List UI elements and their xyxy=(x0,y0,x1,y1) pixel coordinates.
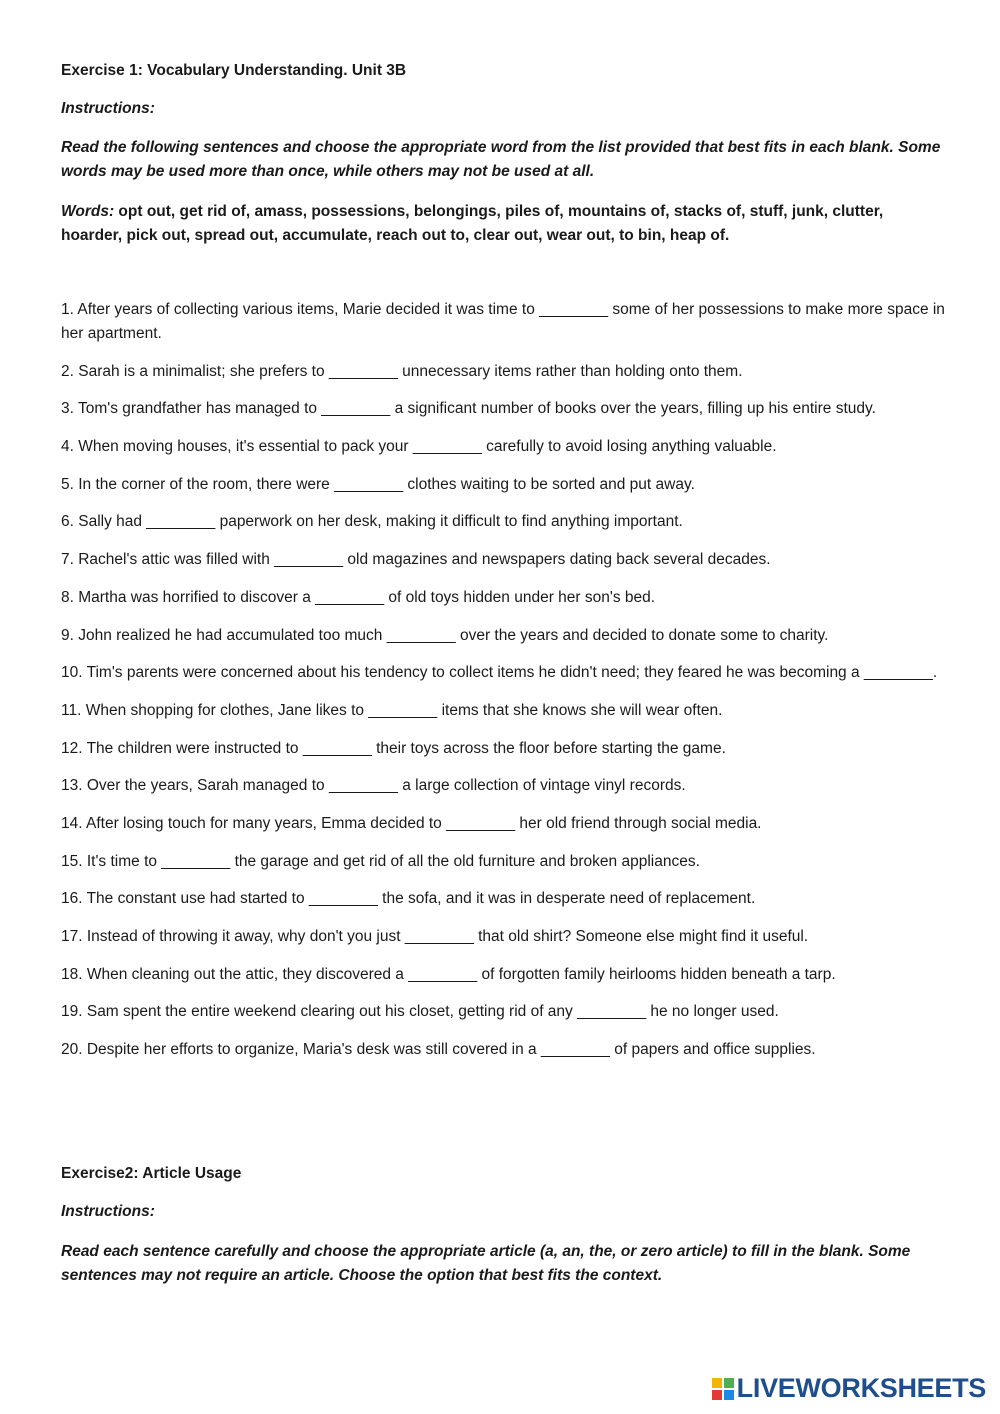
exercise1-instructions-label: Instructions: xyxy=(61,100,155,117)
question-2: 2. Sarah is a minimalist; she prefers to ________ unnecessary items rather than holding onto them. xyxy=(61,362,743,380)
question-13: 13. Over the years, Sarah managed to ________ a large collection of vintage vinyl records. xyxy=(61,777,686,795)
exercise1-instructions-text: Read the following sentences and choose the appropriate word from the list provided that best fits in each blank. Some words may be used more than once, while others may not be used at all. xyxy=(61,139,941,180)
question-16: 16. The constant use had started to ________ the sofa, and it was in desperate need of replacement. xyxy=(61,890,756,908)
question-20: 20. Despite her efforts to organize, Maria's desk was still covered in a ________ of papers and office supplies. xyxy=(61,1041,816,1059)
question-8: 8. Martha was horrified to discover a ________ of old toys hidden under her son's bed. xyxy=(61,588,656,606)
exercise2-title: Exercise2: Article Usage xyxy=(61,1165,242,1182)
question-17: 17. Instead of throwing it away, why don't you just ________ that old shirt? Someone else might find it useful. xyxy=(61,928,809,945)
word-bank-label: Words: xyxy=(61,203,115,220)
question-1: 1. After years of collecting various items, Marie decided it was time to ________ some of her possessions to make more space in her apartment. xyxy=(61,301,945,342)
question-5: 5. In the corner of the room, there were ________ clothes waiting to be sorted and put away. xyxy=(61,475,695,493)
exercise1-title: Exercise 1: Vocabulary Understanding. Unit 3B xyxy=(61,62,407,79)
question-12: 12. The children were instructed to ________ their toys across the floor before starting the game. xyxy=(61,739,726,757)
exercise2-instructions-label: Instructions: xyxy=(61,1203,155,1220)
liveworksheets-logo-icon xyxy=(712,1378,734,1400)
word-bank xyxy=(61,200,941,248)
question-10: 10. Tim's parents were concerned about his tendency to collect items he didn't need; they feared he was becoming a ________. xyxy=(61,664,938,682)
question-9: 9. John realized he had accumulated too much ________ over the years and decided to donate some to charity. xyxy=(61,626,829,644)
question-18: 18. When cleaning out the attic, they discovered a ________ of forgotten family heirlooms hidden beneath a tarp. xyxy=(61,965,836,983)
exercise2-instructions-text: Read each sentence carefully and choose the appropriate article (a, an, the, or zero article) to fill in the blank. Some sentences may not require an article. Choose the option that best fits the context. xyxy=(61,1243,911,1284)
question-19: 19. Sam spent the entire weekend clearing out his closet, getting rid of any ________ he no longer used. xyxy=(61,1003,779,1021)
liveworksheets-logo xyxy=(712,1373,986,1404)
word-bank-list: opt out, get rid of, amass, possessions, belongings, piles of, mountains of, stacks of, stuff, junk, clutter, hoarder, pick out, spread out, accumulate, reach out to, clear out, wear out, to bin, heap of. xyxy=(61,203,884,244)
question-14: 14. After losing touch for many years, Emma decided to ________ her old friend through social media. xyxy=(61,814,762,832)
question-7: 7. Rachel's attic was filled with ________ old magazines and newspapers dating back several decades. xyxy=(61,551,771,569)
question-list xyxy=(61,298,946,1076)
question-15: 15. It's time to ________ the garage and get rid of all the old furniture and broken appliances. xyxy=(61,852,700,870)
question-11: 11. When shopping for clothes, Jane likes to ________ items that she knows she will wear often. xyxy=(61,701,723,719)
question-4: 4. When moving houses, it's essential to pack your ________ carefully to avoid losing anything valuable. xyxy=(61,438,777,456)
question-3: 3. Tom's grandfather has managed to ________ a significant number of books over the years, filling up his entire study. xyxy=(61,400,876,418)
liveworksheets-logo-text: LIVEWORKSHEETS xyxy=(736,1373,986,1403)
question-6: 6. Sally had ________ paperwork on her desk, making it difficult to find anything important. xyxy=(61,513,683,531)
